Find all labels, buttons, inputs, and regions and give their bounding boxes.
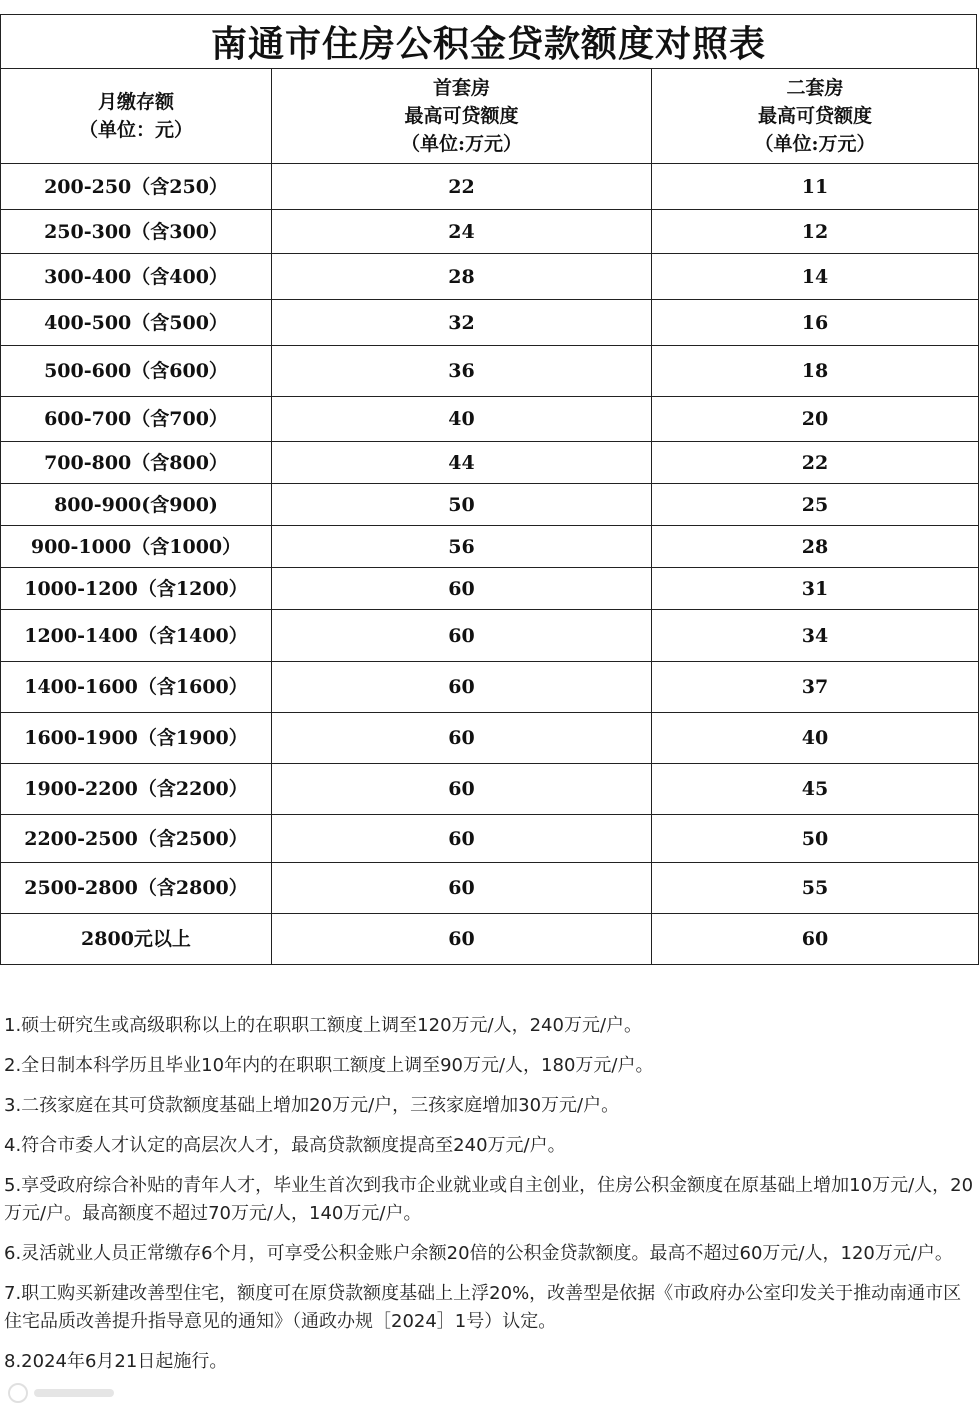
cell-deposit-range: 400-500（含500） [1,300,272,346]
watermark [8,1382,128,1404]
table-header-row [1,69,979,164]
cell-second-home-quota: 11 [652,164,979,210]
cell-first-home-quota: 24 [272,210,652,254]
cell-first-home-quota: 60 [272,815,652,863]
cell-first-home-quota: 60 [272,863,652,914]
cell-second-home-quota: 45 [652,764,979,815]
header-col3-line1: 二套房 [786,77,844,99]
header-monthly-deposit [1,69,272,164]
header-col3-line3: （单位:万元） [754,133,876,155]
cell-second-home-quota: 22 [652,442,979,484]
cell-first-home-quota: 60 [272,764,652,815]
cell-first-home-quota: 40 [272,397,652,442]
cell-deposit-range: 800-900(含900) [1,484,272,526]
note-item: 2.全日制本科学历且毕业10年内的在职职工额度上调至90万元/人，180万元/户。 [4,1055,654,1076]
notes-section [4,1012,974,1388]
cell-first-home-quota: 36 [272,346,652,397]
cell-deposit-range: 1900-2200（含2200） [1,764,272,815]
cell-deposit-range: 300-400（含400） [1,254,272,300]
cell-second-home-quota: 40 [652,713,979,764]
cell-first-home-quota: 60 [272,662,652,713]
table-row [1,210,979,254]
header-col2-line3: （单位:万元） [400,133,522,155]
cell-deposit-range: 1400-1600（含1600） [1,662,272,713]
cell-first-home-quota: 28 [272,254,652,300]
note-item: 4.符合市委人才认定的高层次人才，最高贷款额度提高至240万元/户。 [4,1135,566,1156]
note-item: 1.硕士研究生或高级职称以上的在职职工额度上调至120万元/人，240万元/户。 [4,1015,643,1036]
header-second-home [652,69,979,164]
table-row [1,397,979,442]
cell-second-home-quota: 12 [652,210,979,254]
note-item: 3.二孩家庭在其可贷款额度基础上增加20万元/户，三孩家庭增加30万元/户。 [4,1095,620,1116]
cell-first-home-quota: 60 [272,914,652,965]
table-row [1,815,979,863]
cell-second-home-quota: 14 [652,254,979,300]
note-item: 8.2024年6月21日起施行。 [4,1351,228,1372]
cell-first-home-quota: 60 [272,713,652,764]
cell-deposit-range: 600-700（含700） [1,397,272,442]
note-item: 6.灵活就业人员正常缴存6个月，可享受公积金账户余额20倍的公积金贷款额度。最高不超过60万元/人，120万元/户。 [4,1243,953,1264]
cell-first-home-quota: 60 [272,610,652,662]
cell-deposit-range: 2500-2800（含2800） [1,863,272,914]
cell-first-home-quota: 32 [272,300,652,346]
cell-first-home-quota: 60 [272,568,652,610]
watermark-bar [34,1389,114,1397]
cell-second-home-quota: 20 [652,397,979,442]
table-row [1,254,979,300]
cell-second-home-quota: 60 [652,914,979,965]
cell-deposit-range: 2200-2500（含2500） [1,815,272,863]
table-row [1,164,979,210]
table-row [1,662,979,713]
cell-second-home-quota: 34 [652,610,979,662]
header-col1-line2: （单位：元） [78,119,193,141]
header-col3-line2: 最高可贷额度 [757,105,872,127]
cell-second-home-quota: 25 [652,484,979,526]
table-row [1,568,979,610]
cell-second-home-quota: 50 [652,815,979,863]
header-col2-line2: 最高可贷额度 [404,105,519,127]
cell-second-home-quota: 37 [652,662,979,713]
note-item: 7.职工购买新建改善型住宅，额度可在原贷款额度基础上上浮20%，改善型是依据《市政府办公室印发关于推动南通市区住宅品质改善提升指导意见的通知》（通政办规［2024］1号）认定。 [4,1283,962,1332]
header-col2-line1: 首套房 [432,77,490,99]
cell-second-home-quota: 28 [652,526,979,568]
cell-second-home-quota: 16 [652,300,979,346]
table-row [1,764,979,815]
table-row [1,713,979,764]
table-title: 南通市住房公积金贷款额度对照表 [210,23,766,65]
cell-deposit-range: 900-1000（含1000） [1,526,272,568]
table-row [1,526,979,568]
cell-deposit-range: 200-250（含250） [1,164,272,210]
cell-deposit-range: 500-600（含600） [1,346,272,397]
loan-quota-table [0,68,979,965]
cell-deposit-range: 250-300（含300） [1,210,272,254]
table-body [1,164,979,965]
note-item: 5.享受政府综合补贴的青年人才，毕业生首次到我市企业就业或自主创业，住房公积金额度在原基础上增加10万元/人，20万元/户。最高额度不超过70万元/人，140万元/户。 [4,1175,974,1224]
cell-second-home-quota: 31 [652,568,979,610]
table-row [1,610,979,662]
header-first-home [272,69,652,164]
cell-second-home-quota: 55 [652,863,979,914]
cell-second-home-quota: 18 [652,346,979,397]
table-row [1,300,979,346]
watermark-logo-icon [8,1383,28,1403]
cell-deposit-range: 700-800（含800） [1,442,272,484]
cell-first-home-quota: 50 [272,484,652,526]
table-row [1,484,979,526]
table-row [1,442,979,484]
cell-deposit-range: 1200-1400（含1400） [1,610,272,662]
cell-first-home-quota: 22 [272,164,652,210]
header-col1-line1: 月缴存额 [97,91,174,113]
cell-first-home-quota: 56 [272,526,652,568]
cell-deposit-range: 1600-1900（含1900） [1,713,272,764]
cell-deposit-range: 1000-1200（含1200） [1,568,272,610]
table-row [1,914,979,965]
table-row [1,863,979,914]
table-row [1,346,979,397]
cell-deposit-range: 2800元以上 [1,914,272,965]
cell-first-home-quota: 44 [272,442,652,484]
table-title-box [0,14,977,68]
